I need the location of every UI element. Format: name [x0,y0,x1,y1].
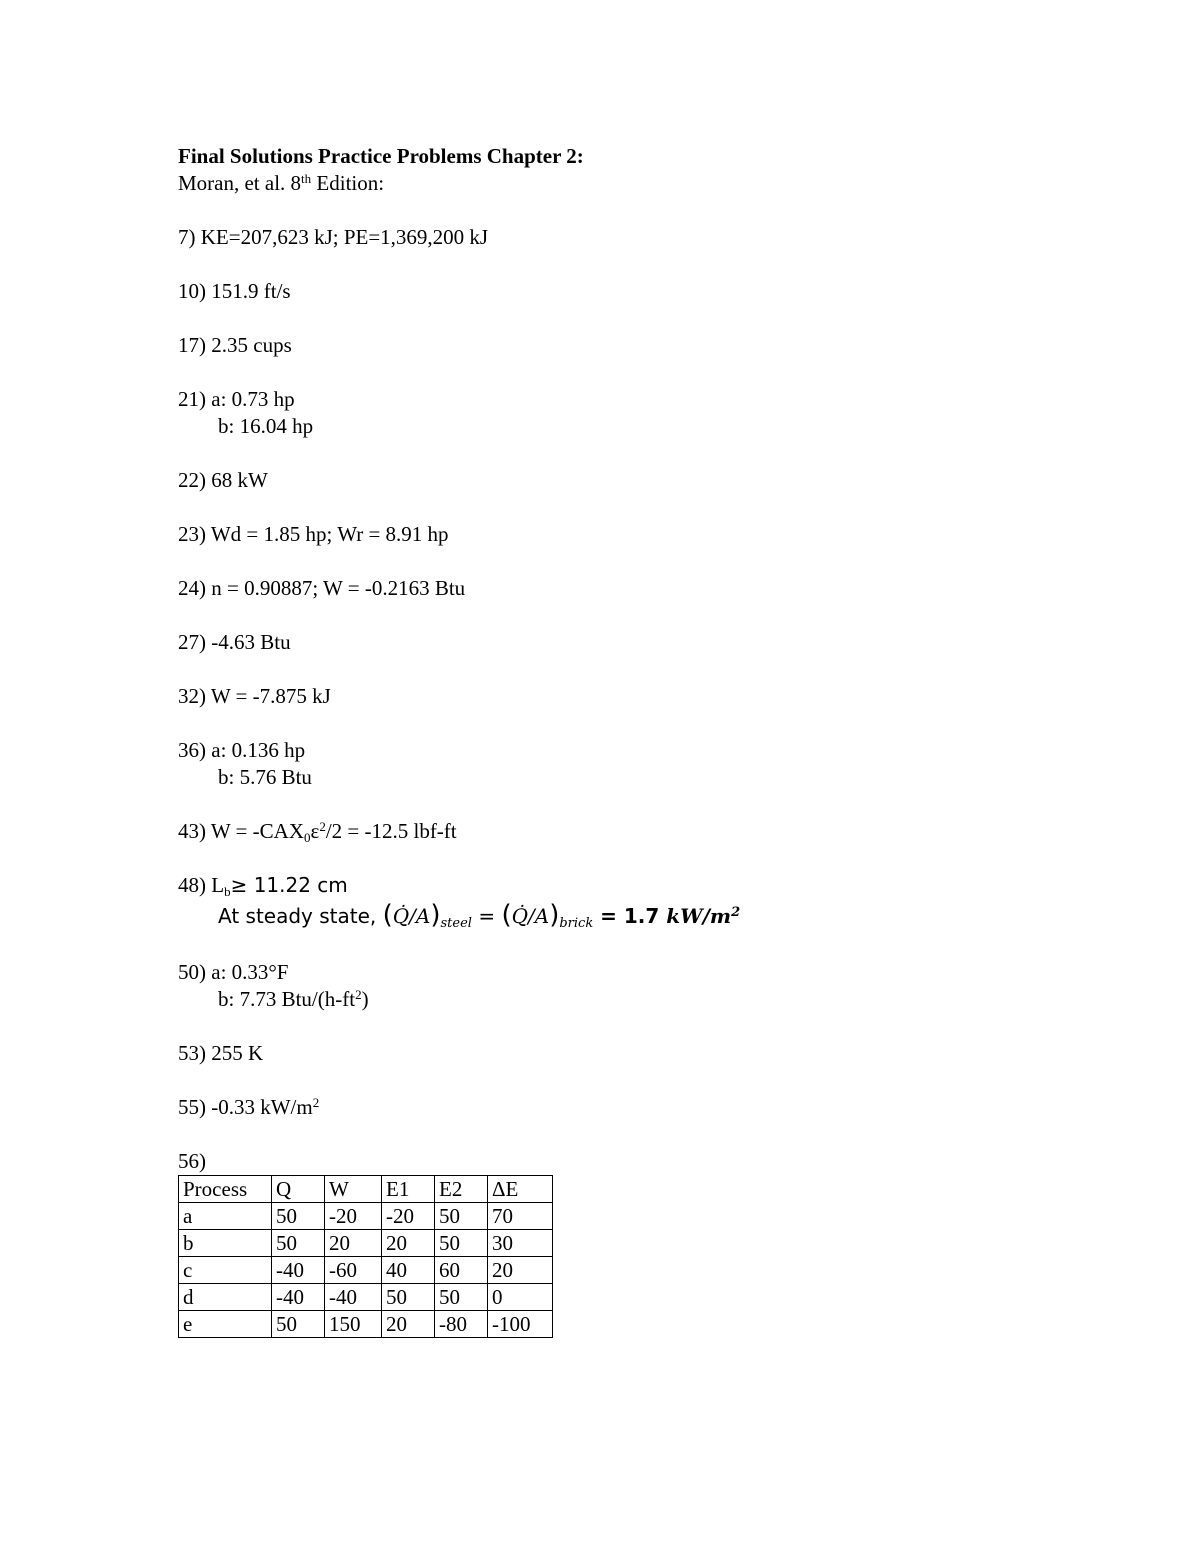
table-cell: 20 [382,1230,435,1257]
document-title: Final Solutions Practice Problems Chapter 2: [178,144,584,168]
answer-48: 48) $L_b\ge 11.22$ cm [178,873,348,899]
table-cell: b [179,1230,272,1257]
answer-21b: b: 16.04 hp [218,414,314,438]
answer-22: 22) 68 kW [178,468,268,492]
table-row [179,1230,553,1257]
table-cell: -60 [325,1257,382,1284]
table-cell: d [179,1284,272,1311]
table-cell: 50 [382,1284,435,1311]
table-header-cell: ΔE [488,1176,553,1203]
answer-55: 55) -0.33 $kW/m^2$ [178,1095,320,1119]
table-cell: -40 [272,1284,325,1311]
answer-17: 17) 2.35 cups [178,333,292,357]
answer-48-equation: At steady state, $(Q̇/A)_{steel}$ = $(Q̇/A)_{brick} = 1.7$ $kW/m^2$ [218,900,741,931]
table-cell: c [179,1257,272,1284]
answer-21a: 21) a: 0.73 hp [178,387,295,411]
table-cell: -40 [272,1257,325,1284]
answer-56: 56) [178,1149,206,1173]
table-cell: 40 [382,1257,435,1284]
answer-53: 53) 255 K [178,1041,264,1065]
answer-27: 27) -4.63 Btu [178,630,291,654]
table-header-cell: Q [272,1176,325,1203]
process-table [178,1175,553,1338]
table-row [179,1311,553,1338]
document-subtitle: Moran, et al. 8th Edition: [178,171,385,195]
answer-36b: b: 5.76 Btu [218,765,312,789]
table-cell: a [179,1203,272,1230]
table-cell: 20 [325,1230,382,1257]
table-cell: -100 [488,1311,553,1338]
answer-23: 23) Wd = 1.85 hp; Wr = 8.91 hp [178,522,449,546]
answer-7: 7) KE=207,623 kJ; PE=1,369,200 kJ [178,225,489,249]
table-cell: 50 [272,1230,325,1257]
table-cell: -20 [325,1203,382,1230]
answer-50b: b: 7.73 Btu/$(h-ft^2)$ [218,987,369,1011]
table-header-cell: W [325,1176,382,1203]
table-row [179,1284,553,1311]
table-cell: e [179,1311,272,1338]
table-cell: 30 [488,1230,553,1257]
answer-50a: 50) a: 0.33°F [178,960,289,984]
answer-10: 10) 151.9 ft/s [178,279,291,303]
table-cell: 150 [325,1311,382,1338]
answer-24: 24) n = 0.90887; W = -0.2163 Btu [178,576,466,600]
table-cell: 50 [435,1203,488,1230]
table-row [179,1203,553,1230]
table-cell: 70 [488,1203,553,1230]
table-cell: 20 [382,1311,435,1338]
table-cell: 50 [435,1284,488,1311]
table-cell: -40 [325,1284,382,1311]
answer-32: 32) W = -7.875 kJ [178,684,331,708]
answer-36a: 36) a: 0.136 hp [178,738,306,762]
answer-43: 43) $W = -CAX_0\varepsilon^2/2 = -12.5$ lbf-ft [178,819,457,845]
document-page [178,143,1078,1338]
table-cell: 50 [435,1230,488,1257]
table-cell: 0 [488,1284,553,1311]
table-header-row [179,1176,553,1203]
table-row [179,1257,553,1284]
table-cell: 50 [272,1311,325,1338]
table-cell: 50 [272,1203,325,1230]
table-cell: -80 [435,1311,488,1338]
table-header-cell: Process [179,1176,272,1203]
table-header-cell: E2 [435,1176,488,1203]
table-cell: 60 [435,1257,488,1284]
table-cell: 20 [488,1257,553,1284]
table-cell: -20 [382,1203,435,1230]
table-header-cell: E1 [382,1176,435,1203]
